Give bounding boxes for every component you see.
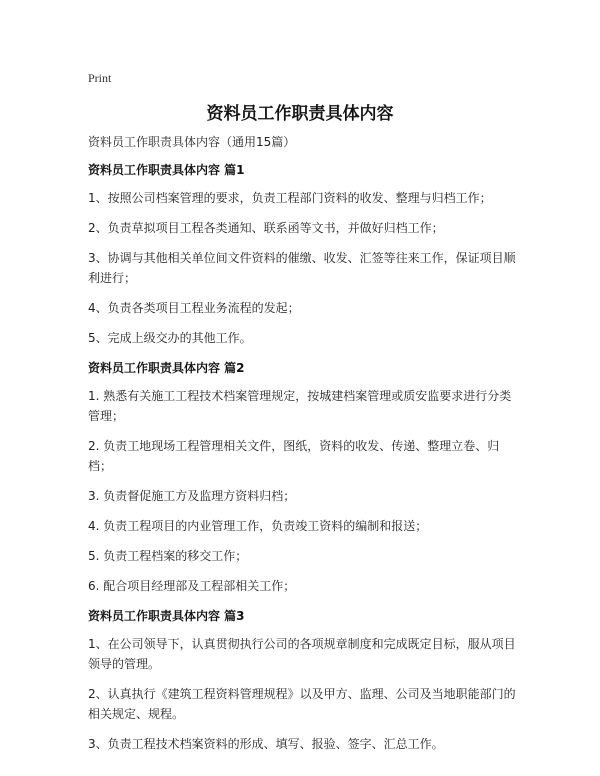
section-heading: 资料员工作职责具体内容 篇1: [88, 163, 245, 177]
section-3: [88, 606, 520, 754]
list-item: 2、认真执行《建筑工程资料管理规程》以及甲方、监理、公司及当地职能部门的相关规定、规程。: [88, 687, 516, 721]
list-item: 4. 负责工程项目的内业管理工作，负责竣工资料的编制和报送；: [88, 519, 428, 533]
list-item: 1、在公司领导下，认真贯彻执行公司的各项规章制度和完成既定目标，服从项目领导的管理。: [88, 637, 516, 671]
list-item: 1、按照公司档案管理的要求，负责工程部门资料的收发、整理与归档工作；: [88, 191, 492, 205]
list-item: 4、负责各类项目工程业务流程的发起；: [88, 301, 300, 315]
list-item: 5. 负责工程档案的移交工作；: [88, 549, 248, 563]
section-2: [88, 358, 520, 596]
list-item: 2. 负责工地现场工程管理相关文件，图纸，资料的收发、传递、整理立卷、归档；: [88, 439, 500, 473]
page-subtitle: 资料员工作职责具体内容（通用15篇）: [88, 135, 296, 149]
section-1: [88, 160, 520, 348]
list-item: 2、负责草拟项目工程各类通知、联系函等文书，并做好归档工作；: [88, 221, 444, 235]
list-item: 3、协调与其他相关单位间文件资料的催缴、收发、汇签等往来工作，保证项目顺利进行；: [88, 251, 516, 285]
list-item: 5、完成上级交办的其他工作。: [88, 331, 252, 345]
page-title: 资料员工作职责具体内容: [206, 104, 394, 124]
document-body: [88, 160, 520, 764]
print-label[interactable]: Print: [88, 71, 112, 85]
list-item: 3、负责工程技术档案资料的形成、填写、报验、签字、汇总工作。: [88, 737, 444, 751]
section-heading: 资料员工作职责具体内容 篇2: [88, 361, 245, 375]
section-heading: 资料员工作职责具体内容 篇3: [88, 609, 245, 623]
list-item: 6. 配合项目经理部及工程部相关工作；: [88, 579, 296, 593]
list-item: 1. 熟悉有关施工工程技术档案管理规定，按城建档案管理或质安监要求进行分类管理；: [88, 389, 512, 423]
list-item: 3. 负责督促施工方及监理方资料归档；: [88, 489, 296, 503]
